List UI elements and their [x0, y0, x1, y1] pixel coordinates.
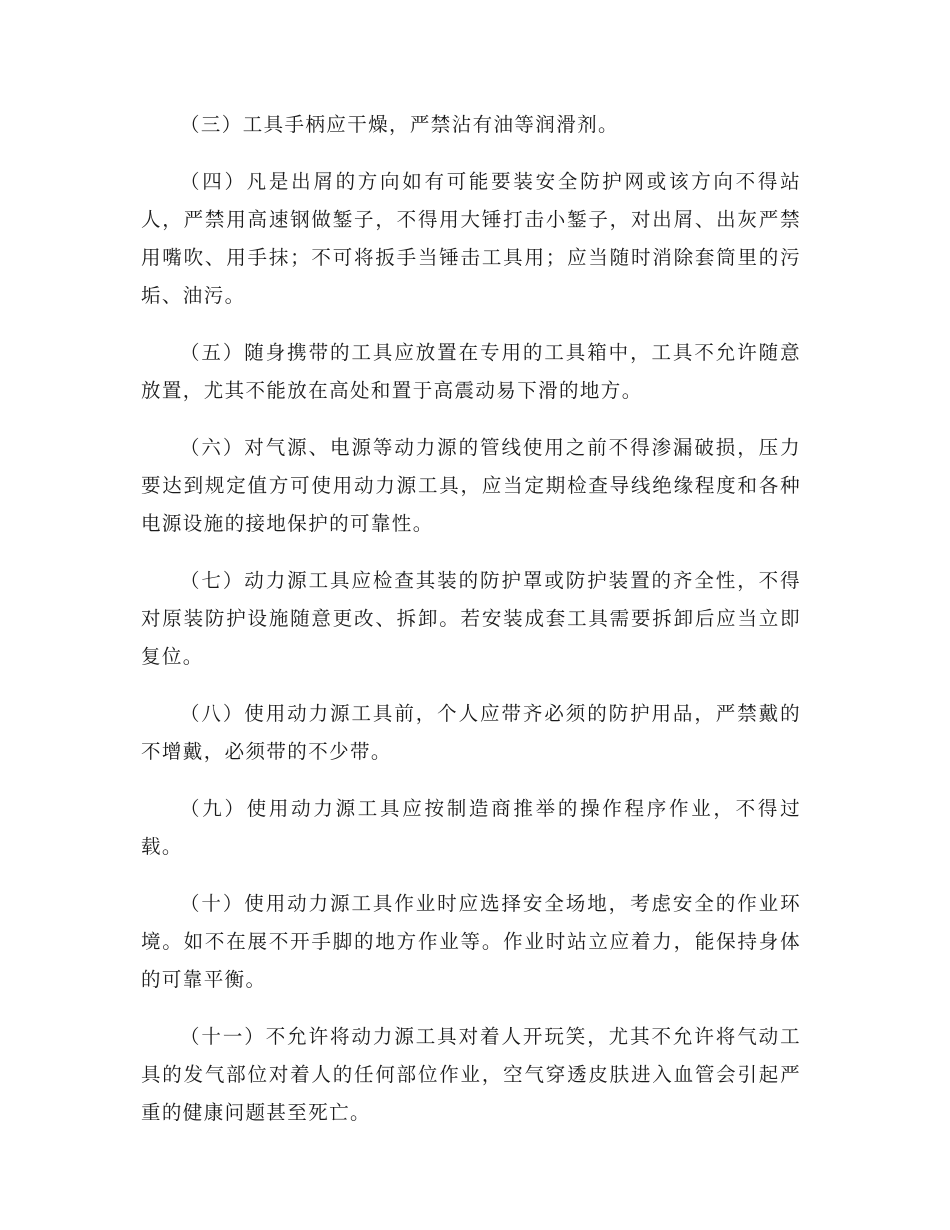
paragraph-3: （三）工具手柄应干燥，严禁沾有油等润滑剂。 — [180, 113, 619, 136]
document-body — [141, 106, 801, 1151]
paragraph-6: （六）对气源、电源等动力源的管线使用之前不得渗漏破损，压力要达到规定值方可使用动力源工具，应当定期检查导线绝缘程度和各种电源设施的接地保护的可靠性。 — [141, 436, 801, 535]
paragraph-11: （十一）不允许将动力源工具对着人开玩笑，尤其不允许将气动工具的发气部位对着人的任何部位作业，空气穿透皮肤进入血管会引起严重的健康问题甚至死亡。 — [141, 1025, 801, 1124]
paragraph-4: （四）凡是出屑的方向如有可能要装安全防护网或该方向不得站人，严禁用高速钢做錾子，不得用大锤打击小錾子，对出屑、出灰严禁用嘴吹、用手抹；不可将扳手当锤击工具用；应当随时消除套筒里的污垢、油污。 — [141, 170, 801, 307]
paragraph-7: （七）动力源工具应检查其装的防护罩或防护装置的齐全性，不得对原装防护设施随意更改、拆卸。若安装成套工具需要拆卸后应当立即复位。 — [141, 569, 801, 668]
paragraph-9: （九）使用动力源工具应按制造商推举的操作程序作业，不得过载。 — [141, 797, 801, 858]
paragraph-5: （五）随身携带的工具应放置在专用的工具箱中，工具不允许随意放置，尤其不能放在高处和置于高震动易下滑的地方。 — [141, 341, 801, 402]
paragraph-8: （八）使用动力源工具前，个人应带齐必须的防护用品，严禁戴的不增戴，必须带的不少带。 — [141, 702, 801, 763]
paragraph-10: （十）使用动力源工具作业时应选择安全场地，考虑安全的作业环境。如不在展不开手脚的地方作业等。作业时站立应着力，能保持身体的可靠平衡。 — [141, 892, 801, 991]
